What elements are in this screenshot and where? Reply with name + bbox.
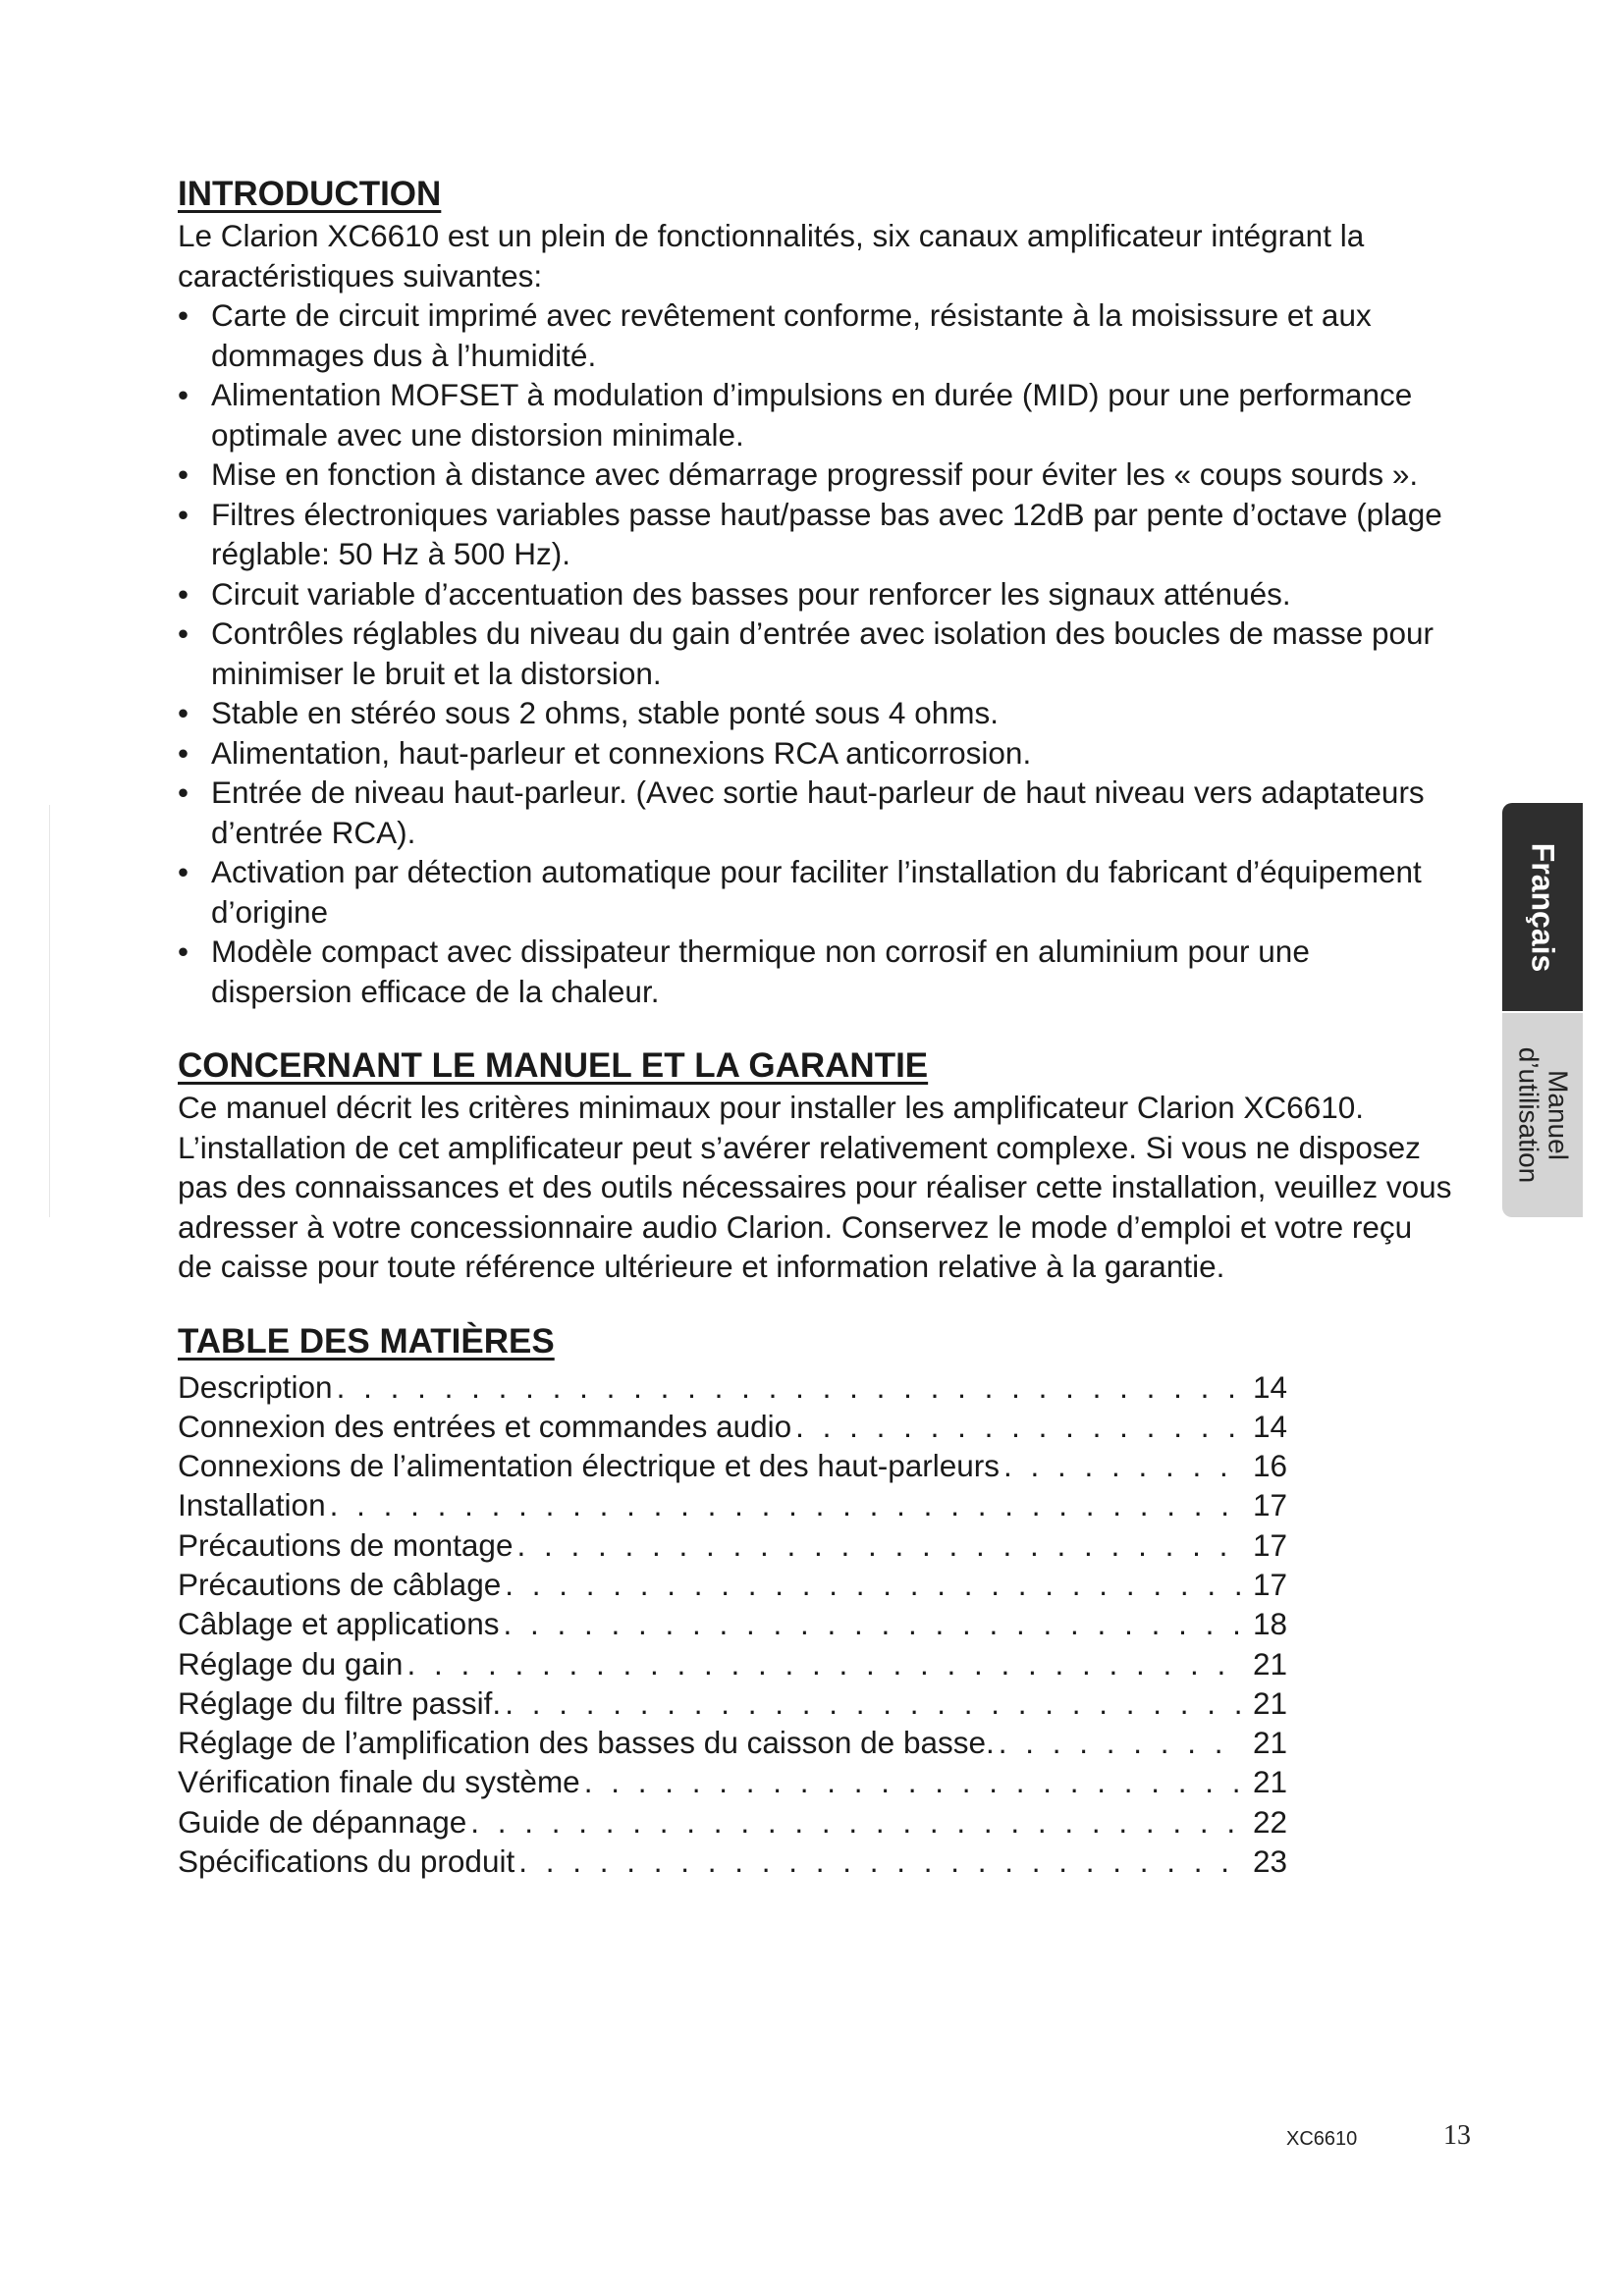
dot-leader [584,1762,1244,1801]
table-of-contents-heading: TABLE DES MATIÈRES [178,1321,555,1361]
bullet-icon: • [178,615,189,651]
feature-item: • Alimentation MOFSET à modulation d’impulsions en durée (MID) pour une performance optimale avec une distorsion minimale. [178,377,1413,453]
table-of-contents [178,1367,1287,1882]
feature-item: • Alimentation, haut-parleur et connexions RCA anticorrosion. [178,733,1454,774]
dot-leader [795,1407,1244,1446]
feature-item: • Filtres électroniques variables passe haut/passe bas avec 12dB par pente d’octave (plage réglable: 50 Hz à 500 Hz). [178,496,1442,571]
bullet-icon: • [178,695,189,730]
toc-entry: Vérification finale du système . . . 21 [178,1762,1287,1801]
toc-entry: Précautions de câblage . . . 17 [178,1565,1287,1604]
feature-item: • Circuit variable d’accentuation des basses pour renforcer les signaux atténués. [178,574,1454,614]
manual-tab-label: Manuel d’utilisation [1513,1046,1573,1184]
language-tab-francais [1502,803,1583,1011]
bullet-icon: • [178,377,189,412]
manual-warranty-section [178,1044,1454,1287]
page-number: 13 [1443,2120,1471,2151]
manual-tab [1502,1013,1583,1217]
manual-warranty-text: Ce manuel décrit les critères minimaux pour installer les amplificateur Clarion XC6610. L’installation de cet amplificateur peut s’avérer relativement complexe. Si vous ne disposez pas des connaissances et des outils nécessaires pour réaliser cette installation, veuillez vous adresser à votre concessionnaire audio Clarion. Conservez le mode d’emploi et votre reçu de caisse pour toute référence ultérieure et information relative à la garantie. [178,1090,1452,1284]
feature-item: • Entrée de niveau haut-parleur. (Avec sortie haut-parleur de haut niveau vers adaptateurs d’entrée RCA). [178,774,1425,850]
toc-entry: Description . . . 14 [178,1367,1287,1407]
dot-leader [999,1723,1244,1762]
dot-leader [503,1604,1244,1643]
bullet-icon: • [178,496,189,532]
toc-entry: Réglage du filtre passif. . . . 21 [178,1683,1287,1723]
feature-list [178,295,1454,1011]
toc-entry: Spécifications du produit . . . 23 [178,1842,1287,1881]
dot-leader [505,1565,1244,1604]
dot-leader [337,1367,1244,1407]
toc-entry: Guide de dépannage . . . 22 [178,1802,1287,1842]
dot-leader [505,1683,1244,1723]
footer-model: XC6610 [1286,2128,1358,2150]
page-content [178,173,1454,1881]
introduction-section [178,173,1454,1011]
bullet-icon: • [178,456,189,492]
feature-item: • Stable en stéréo sous 2 ohms, stable ponté sous 4 ohms. [178,693,1454,733]
bullet-icon: • [178,934,189,969]
dot-leader [470,1802,1244,1842]
dot-leader [330,1485,1244,1524]
bullet-icon: • [178,854,189,889]
feature-item: • Modèle compact avec dissipateur thermique non corrosif en aluminium pour une dispersion efficace de la chaleur. [178,934,1310,1009]
toc-entry: Câblage et applications . . . 18 [178,1604,1287,1643]
dot-leader [1003,1446,1244,1485]
toc-entry: Connexion des entrées et commandes audio . . . 14 [178,1407,1287,1446]
bullet-icon: • [178,734,189,771]
toc-entry: Précautions de montage . . . 17 [178,1525,1287,1565]
feature-item: • Mise en fonction à distance avec démarrage progressif pour éviter les « coups sourds ». [178,454,1454,495]
feature-item: • Activation par détection automatique pour faciliter l’installation du fabricant d’équipement d’origine [178,854,1422,930]
language-tab-label: Français [1525,842,1561,972]
toc-entry: Réglage du gain . . . 21 [178,1644,1287,1683]
feature-item: • Carte de circuit imprimé avec revêtement conforme, résistante à la moisissure et aux dommages dus à l’humidité. [178,297,1372,373]
manual-warranty-heading: CONCERNANT LE MANUEL ET LA GARANTIE [178,1046,929,1085]
table-of-contents-section [178,1320,1454,1882]
dot-leader [406,1644,1244,1683]
toc-entry: Réglage de l’amplification des basses du caisson de basse. . . . 21 [178,1723,1287,1762]
dot-leader [518,1842,1244,1881]
introduction-text: Le Clarion XC6610 est un plein de fonctionnalités, six canaux amplificateur intégrant la caractéristiques suivantes: [178,218,1365,294]
bullet-icon: • [178,774,189,810]
page-edge-line [49,805,50,1217]
introduction-heading: INTRODUCTION [178,175,442,213]
bullet-icon: • [178,575,189,612]
bullet-icon: • [178,297,189,333]
toc-entry: Installation . . . 17 [178,1485,1287,1524]
toc-entry: Connexions de l’alimentation électrique et des haut-parleurs . . . 16 [178,1446,1287,1485]
dot-leader [516,1525,1244,1565]
feature-item: • Contrôles réglables du niveau du gain d’entrée avec isolation des boucles de masse pour minimiser le bruit et la distorsion. [178,615,1435,691]
